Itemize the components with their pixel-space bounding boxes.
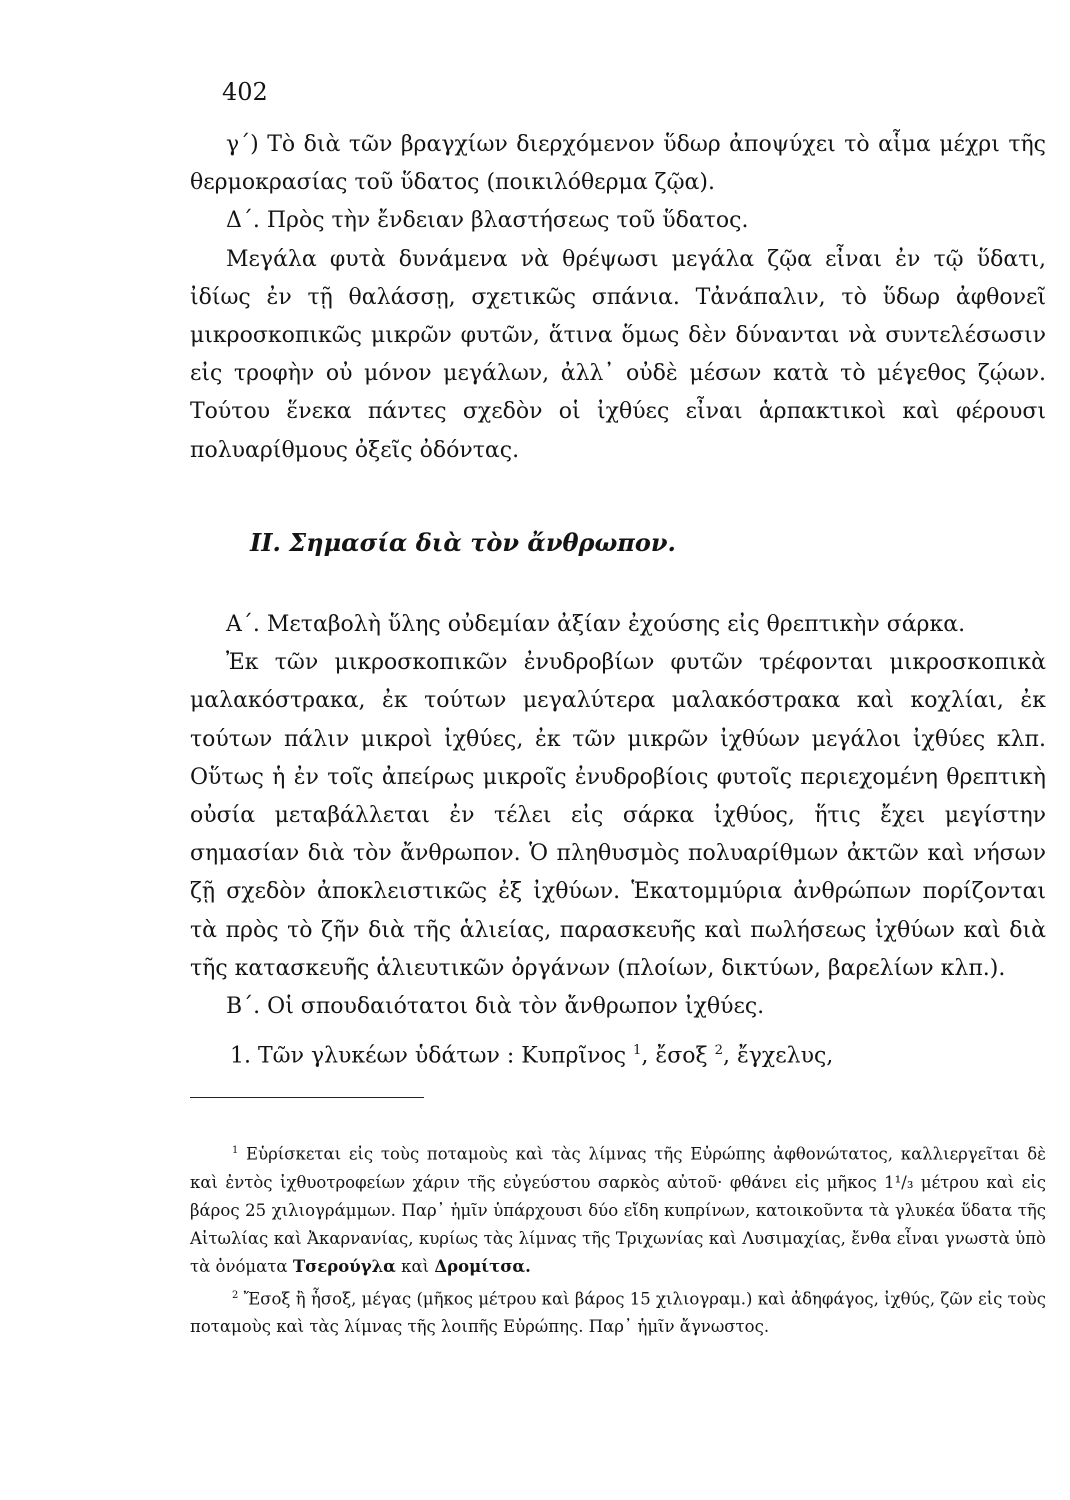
footnote-text: Εὑρίσκεται εἰς τοὺς ποταμοὺς καὶ τὰς λίμνας τῆς Εὐρώπης ἀφθονώτατος, καλλιεργεῖται δὲ καὶ ἐντὸς ἰχθυοτροφείων χάριν τῆς εὐγεύστου σαρκὸς αὐτοῦ· φθάνει εἰς μῆκος 1¹/₃ μέτρου καὶ εἰς βάρος 25 χιλιογράμμων. Παρ᾽ ἡμῖν ὑπάρχουσι δύο εἴδη κυπρίνων, κατοικοῦντα τὰ γλυκέα ὕδατα τῆς Αἰτωλίας καὶ Ἀκαρνανίας, κυρίως τὰς λίμνας τῆς Τριχωνίας καὶ Λυσιμαχίας, ἔνθα εἶναι γνωστὰ ὑπὸ τὰ ὀνόματα [190,1144,1046,1277]
list-item-mid: , ἔσοξ [641,1043,708,1069]
footnote-conjunction: καὶ [401,1257,430,1277]
footnote-text: Ἔσοξ ἢ ἧσοξ, μέγας (μῆκος μέτρου καὶ βάρος 15 χιλιογραμ.) καὶ ἀδηφάγος, ἰχθύς, ζῶν εἰς τοὺς ποταμοὺς καὶ τὰς λίμνας τῆς λοιπῆς Εὐρώπης. Παρ᾽ ἡμῖν ἄγνωστος. [190,1289,1046,1337]
main-text [190,126,1046,1076]
list-item-suffix: , ἔγχελυς, [722,1043,834,1069]
footnote-divider [190,1097,424,1098]
paragraph-alpha: Α΄. Μεταβολὴ ὕλης οὐδεμίαν ἀξίαν ἐχούσης εἰς θρεπτικὴν σάρκα. [226,612,966,638]
section-heading: ΙΙ. Σημασία διὰ τὸν ἄνθρωπον. [250,527,676,557]
paragraph-plants: Μεγάλα φυτὰ δυνάμενα νὰ θρέψωσι μεγάλα ζῷα εἶναι ἐν τῷ ὕδατι, ἰδίως ἐν τῇ θαλάσσῃ, σχετικῶς σπάνια. Τἀνάπαλιν, τὸ ὕδωρ ἀφθονεῖ μικροσκοπικῶς μικρῶν φυτῶν, ἅτινα ὅμως δὲν δύνανται νὰ συντελέσωσιν εἰς τροφὴν οὐ μόνον μεγάλων, ἀλλ᾽ οὐδὲ μέσων κατὰ τὸ μέγεθος ζῴων. Τούτου ἕνεκα πάντες σχεδὸν οἱ ἰχθύες εἶναι ἁρπακτικοὶ καὶ φέρουσι πολυαρίθμους ὀξεῖς ὀδόντας. [190,246,1046,463]
footnote-1 [190,1137,1046,1282]
footnote-marker: 2 [232,1289,239,1301]
list-item-freshwater [190,1032,1046,1076]
list-item-prefix: 1. Τῶν γλυκέων ὑδάτων : Κυπρῖνος [230,1043,627,1069]
paragraph-delta: Δ΄. Πρὸς τὴν ἔνδειαν βλαστήσεως τοῦ ὕδατος. [226,208,749,234]
footnote-ref-1: 1 [633,1043,642,1059]
footnote-ref-2: 2 [714,1043,723,1059]
paragraph-beta: Β΄. Οἱ σπουδαιότατοι διὰ τὸν ἄνθρωπον ἰχθύες. [226,994,765,1020]
paragraph-gamma: γ΄) Τὸ διὰ τῶν βραγχίων διερχόμενον ὕδωρ ἀποψύχει τὸ αἷμα μέχρι τῆς θερμοκρασίας τοῦ ὕδατος (ποικιλόθερμα ζῷα). [190,132,1046,196]
page-number: 402 [222,78,268,106]
footnotes [190,1137,1046,1341]
footnote-2 [190,1282,1046,1342]
footnote-marker: 1 [232,1145,239,1156]
paragraph-food-chain: Ἐκ τῶν μικροσκοπικῶν ἐνυδροβίων φυτῶν τρέφονται μικροσκοπικὰ μαλακόστρακα, ἐκ τούτων μεγαλύτερα μαλακόστρακα καὶ κοχλίαι, ἐκ τούτων πάλιν μικροὶ ἰχθύες, ἐκ τῶν μικρῶν ἰχθύων μεγάλοι ἰχθύες κλπ. Οὕτως ἡ ἐν τοῖς ἀπείρως μικροῖς ἐνυδροβίοις φυτοῖς περιεχομένη θρεπτικὴ οὐσία μεταβάλλεται ἐν τέλει εἰς σάρκα ἰχθύος, ἥτις ἔχει μεγίστην σημασίαν διὰ τὸν ἄνθρωπον. Ὁ πληθυσμὸς πολυαρίθμων ἀκτῶν καὶ νήσων ζῇ σχεδὸν ἀποκλειστικῶς ἐξ ἰχθύων. Ἑκατομμύρια ἀνθρώπων πορίζονται τὰ πρὸς τὸ ζῆν διὰ τῆς ἁλιείας, παρασκευῆς καὶ πωλήσεως ἰχθύων καὶ διὰ τῆς κατασκευῆς ἁλιευτικῶν ὀργάνων (πλοίων, δικτύων, βαρελίων κλπ.). [190,650,1046,981]
footnote-name-tserougla: Τσερούγλα [292,1257,396,1277]
footnote-name-dromitsa: Δρομίτσα. [434,1257,531,1277]
